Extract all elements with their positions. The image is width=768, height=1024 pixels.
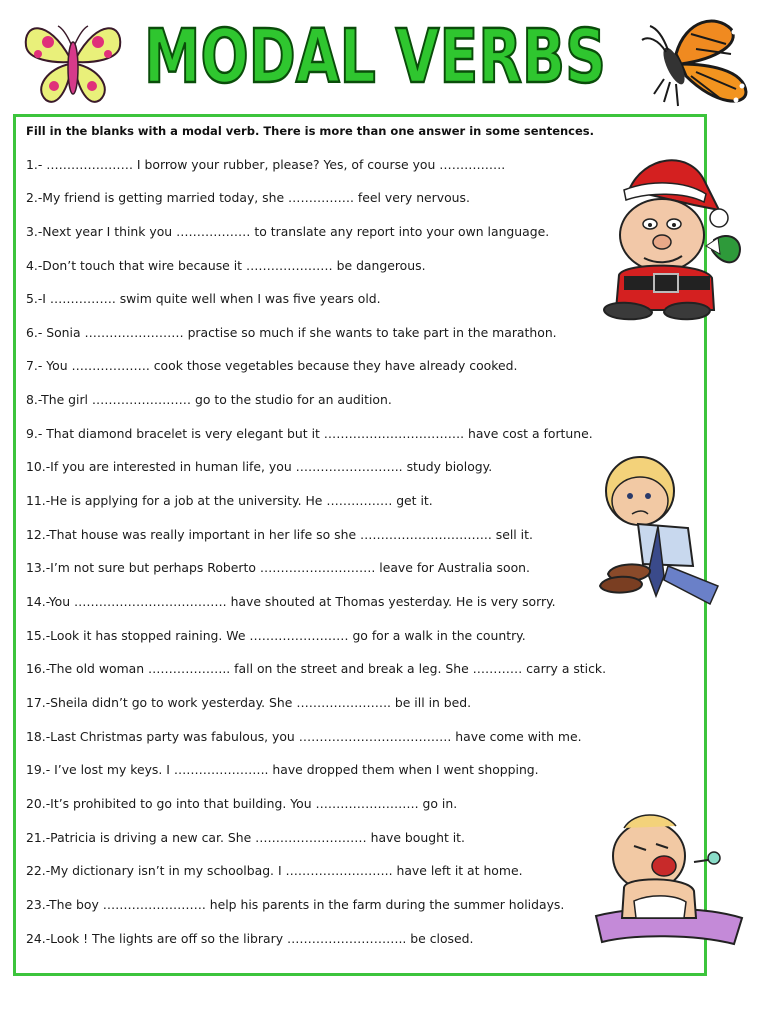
page-title	[140, 12, 610, 100]
boy-icon	[598, 446, 728, 612]
butterfly-icon	[18, 18, 128, 108]
monarch-butterfly-icon	[636, 14, 752, 112]
title-graphic	[140, 12, 610, 100]
sentence-7: 7.- You ………………. cook those vegetables because they have already cooked.	[26, 358, 518, 373]
sentence-18: 18.-Last Christmas party was fabulous, you ………………………………. have come with me.	[26, 729, 582, 744]
baby-icon	[594, 806, 744, 946]
sentence-6: 6.- Sonia …………………… practise so much if she wants to take part in the marathon.	[26, 325, 557, 340]
title-text: MODAL VERBS	[144, 14, 606, 100]
santa-icon	[594, 150, 748, 330]
old-man-santa-illustration	[594, 150, 748, 330]
sentence-13: 13.-I’m not sure but perhaps Roberto ………………………. leave for Australia soon.	[26, 560, 530, 575]
sentence-22: 22.-My dictionary isn’t in my schoolbag. I …………………….. have left it at home.	[26, 863, 523, 878]
boy-with-tie-illustration	[598, 446, 728, 612]
sentence-15: 15.-Look it has stopped raining. We …………………… go for a walk in the country.	[26, 628, 526, 643]
sentence-12: 12.-That house was really important in her life so she ………………………….. sell it.	[26, 527, 533, 542]
sentence-1: 1.- ………………… I borrow your rubber, please? Yes, of course you …………….	[26, 157, 506, 172]
sentence-2: 2.-My friend is getting married today, she ……………. feel very nervous.	[26, 190, 470, 205]
sentence-16: 16.-The old woman ……………….. fall on the street and break a leg. She ………… carry a stick.	[26, 661, 607, 676]
sentence-24: 24.-Look ! The lights are off so the library ……………………….. be closed.	[26, 931, 474, 946]
pink-butterfly-illustration	[18, 18, 128, 108]
sentence-8: 8.-The girl …………………… go to the studio for an audition.	[26, 392, 392, 407]
instructions: Fill in the blanks with a modal verb. There is more than one answer in some sentences.	[26, 124, 595, 138]
sentence-9: 9.- That diamond bracelet is very elegant but it ……………………………. have cost a fortune.	[26, 426, 593, 441]
sentence-11: 11.-He is applying for a job at the university. He ……………. get it.	[26, 493, 433, 508]
sentence-4: 4.-Don’t touch that wire because it ………………… be dangerous.	[26, 258, 426, 273]
sentence-14: 14.-You ………………………………. have shouted at Thomas yesterday. He is very sorry.	[26, 594, 556, 609]
sentence-21: 21.-Patricia is driving a new car. She ……………………… have bought it.	[26, 830, 465, 845]
sentence-17: 17.-Sheila didn’t go to work yesterday. She ………………….. be ill in bed.	[26, 695, 472, 710]
sentence-20: 20.-It’s prohibited to go into that building. You ……………………. go in.	[26, 796, 458, 811]
sentence-23: 23.-The boy ……………………. help his parents in the farm during the summer holidays.	[26, 897, 565, 912]
crying-baby-illustration	[594, 806, 744, 946]
sentence-19: 19.- I’ve lost my keys. I ………………….. have dropped them when I went shopping.	[26, 762, 539, 777]
orange-butterfly-illustration	[636, 14, 752, 112]
sentence-10: 10.-If you are interested in human life, you …………………….. study biology.	[26, 459, 493, 474]
sentence-3: 3.-Next year I think you ……………… to translate any report into your own language.	[26, 224, 550, 239]
sentence-5: 5.-I ……………. swim quite well when I was five years old.	[26, 291, 381, 306]
